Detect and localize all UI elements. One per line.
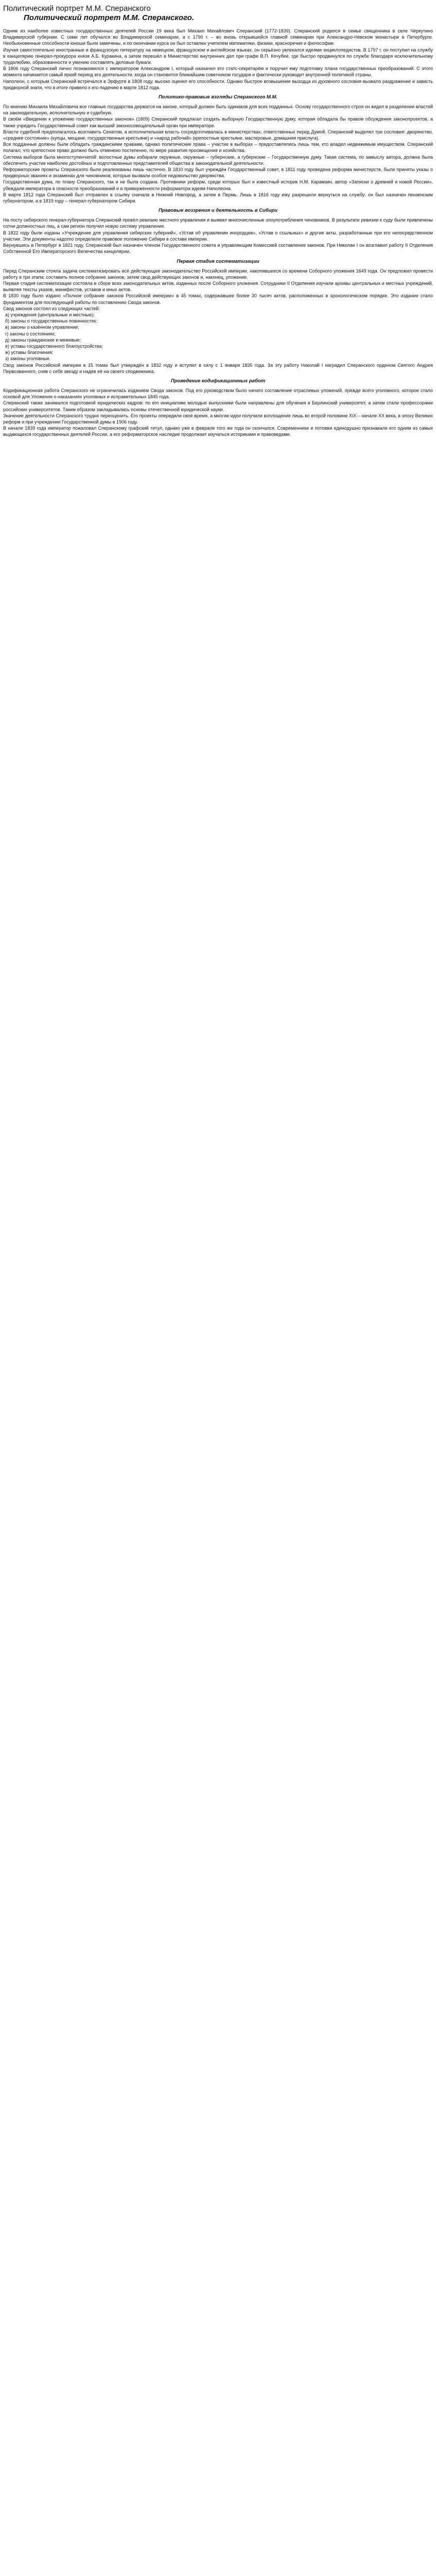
paragraph: Система выборов была многоступенчатой: волостные думы избирали окружные, окружные – губернские, а губернские – Государственную думу. Такая система, по замыслу автора, должна была обеспечить участие наиболее достойных и подготовленных представителей общества в законодательной деятельности. <box>3 154 433 166</box>
section-views-body <box>3 104 433 204</box>
list-item: б) законы о государственных повинностях; <box>5 318 98 324</box>
list-item: в) законы о казённом управлении; <box>5 325 79 330</box>
paragraph: В 1822 году были изданы «Учреждение для управления сибирских губерний», «Устав об управлении инородцев», «Устав о ссыльных» и другие акты, разработанные при его непосредственном участии. Эти документы надолго определили правовое положение Сибири в составе империи. <box>3 230 433 242</box>
list-item: ж) уставы благочиния; <box>5 350 54 355</box>
paragraph: Значение деятельности Сперанского трудно переоценить. Его проекты опередили своё время, а многие идеи получили воплощение лишь во второй половине XIX – начале XX века, в эпоху Великих реформ и при учреждении Государственной думы в 1906 году. <box>3 413 433 425</box>
document-main-heading: Политический портрет М.М. Сперанского. <box>24 13 194 22</box>
paragraph: Первая стадия систематизации состояла в сборе всех законодательных актов, изданных после Соборного уложения. Сотрудники II Отделения изучали архивы центральных и местных учреждений, выявляя тексты указов, манифестов, уставов и иных актов. <box>3 280 433 293</box>
section-systematization-after <box>3 362 433 375</box>
paragraph: Кодификационная работа Сперанского не ограничилась изданием Свода законов. Под его руководством было начато составление отраслевых уложений, прежде всего уголовного, которое стало основой для Уложения о наказаниях уголовных и исправительных 1845 года. <box>3 387 433 400</box>
list-item: д) законы гражданские и межевые; <box>5 337 81 343</box>
code-parts-list <box>3 312 433 362</box>
paragraph: Государственная дума, по плану Сперанского, так и не была создана. Противники реформ, среди которых был и известный историк Н.М. Карамзин, автор «Записки о древней и новой России», убеждали императора в опасности преобразований и в приверженности реформатора идеям Наполеона. <box>3 179 433 191</box>
paragraph: Все подданные должны были обладать гражданскими правами, однако политические права – участие в выборах – предоставлялись лишь тем, кто владел недвижимым имуществом. Сперанский полагал, что крепостное право должно быть отменено постепенно, по мере развития просвещения и хозяйства. <box>3 142 433 154</box>
section-heading-siberia: Правовые воззрения и деятельность в Сибири <box>158 208 278 214</box>
paragraph: Одним из наиболее известных государственных деятелей России 19 века был Михаил Михайлович Сперанский (1772-1839). Сперанский родился в семье священника в селе Черкутино Владимирской губернии. С семи лет обучался во Владимирской семинарии, а с 1790 г. – во вновь открывшейся главной семинарии при Александро-Невском монастыре в Петербурге. Необыкновенные способности юноши были замечены, и по окончании курса он был оставлен учителем математики, физики, красноречия и философии. <box>3 28 433 46</box>
paragraph: Свод законов Российской империи в 15 томах был утверждён в 1832 году и вступил в силу с 1 января 1835 года. За эту работу Николай I наградил Сперанского орденом Святого Андрея Первозванного, сняв с себя звезду и надев её на своего сподвижника. <box>3 362 433 374</box>
paragraph: Изучая самостоятельно иностранные и французскую литературу на немецком, французском и английском языках, он серьёзно увлекался идеями энциклопедистов. В 1797 г. он поступил на службу в канцелярию генерал-прокурора князя А.Б. Куракина, а затем перешёл в Министерство внутренних дел при графе В.П. Кочубее, где быстро продвинулся по службе благодаря исключительному трудолюбию, образованности и умению составлять деловые бумаги. <box>3 47 433 65</box>
list-item: е) уставы государственного благоустройства; <box>5 343 103 349</box>
paragraph: По мнению Михаила Михайловича все главные государства держатся на законе, который должен быть одинаков для всех подданных. Основу государственного строя он видел в разделении властей на законодательную, исполнительную и судебную. <box>3 104 433 116</box>
paragraph: На посту сибирского генерал-губернатора Сперанский провёл ревизию местного управления и выявил многочисленные злоупотребления чиновников. В результате ревизии к суду были привлечены сотни должностных лиц, а сам регион получил новую систему управления. <box>3 217 433 229</box>
intro-section <box>3 28 433 91</box>
paragraph: Сперанский также занимался подготовкой юридических кадров: по его инициативе молодые выпускники были направлены для обучения в Берлинский университет, а затем стали профессорами российских университетов. Таким образом закладывались основы отечественной юридической науки. <box>3 400 433 412</box>
section-siberia-body <box>3 217 433 255</box>
section-heading-systematization: Первая стадия систематизации <box>177 258 259 264</box>
list-item: г) законы о состояниях; <box>5 331 56 336</box>
paragraph: В 1830 году было издано «Полное собрание законов Российской империи» в 45 томах, содержавшее более 30 тысяч актов, расположенных в хронологическом порядке. Это издание стало фундаментом для последующей работы по составлению Свода законов. <box>3 293 433 305</box>
paragraph: Власти судебной предполагалось возглавить Сенатом, а исполнительная власть сосредоточивалась в министерствах, ответственных перед Думой. Сперанский выделял три сословия: дворянство, «среднее состояние» (купцы, мещане, государственные крестьяне) и «народ рабочий» (крепостные крестьяне, мастеровые, домашняя прислуга). <box>3 129 433 141</box>
section-codification-body <box>3 387 433 438</box>
paragraph: В марте 1812 года Сперанский был отправлен в ссылку сначала в Нижний Новгород, а затем в Пермь. Лишь в 1816 году ему разрешили вернуться на службу: он был назначен пензенским губернатором, а в 1819 году – генерал-губернатором Сибири. <box>3 192 433 204</box>
list-intro: Свод законов состоял из следующих частей: <box>3 306 100 311</box>
paragraph: В 1806 году Сперанский лично познакомился с императором Александром I, который назначил его статс-секретарём и поручил ему подготовку плана государственных преобразований. С этого момента начинается самый яркий период его деятельности, когда он становится ближайшим советником государя и фактически руководит внутренней политикой страны. <box>3 66 433 78</box>
paragraph: Реформаторские проекты Сперанского были реализованы лишь частично. В 1810 году был учреждён Государственный совет, в 1811 году проведена реформа министерств, были приняты указы о придворных званиях и экзаменах для чиновников, которые вызвали особое недовольство дворянства. <box>3 167 433 179</box>
page-title: Политический портрет М.М. Сперанского <box>3 4 151 13</box>
section-systematization-body <box>3 268 433 306</box>
list-item: з) законы уголовные. <box>5 356 51 362</box>
paragraph: В начале 1839 года император пожаловал Сперанскому графский титул, однако уже в феврале того же года он скончался. Современники и потомки единодушно признавали его одним из самых выдающихся государственных деятелей России, а его реформаторское наследие продолжает изучаться историками и правоведами. <box>3 426 433 437</box>
section-heading-codification: Проведение кодификационных работ <box>170 378 266 384</box>
paragraph: Наполеон, с которым Сперанский встречался в Эрфурте в 1808 году, высоко оценил его способности. Однако быстрое возвышение выходца из духовного сословия вызвало раздражение и зависть придворной знати, что в итоге привело к его падению в марте 1812 года. <box>3 78 433 90</box>
paragraph: В своём «Введении к уложению государственных законов» (1809) Сперанский предлагал создать выборную Государственную думу, которая обладала бы правом обсуждения законопроектов, а также учредить Государственный совет как высший законосовещательный орган при императоре. <box>3 116 433 128</box>
section-heading-views: Политико-правовые взгляды Сперанского М.М. <box>158 94 278 100</box>
paragraph: Перед Сперанским стояла задача систематизировать всё действующее законодательство Российской империи, накопившееся со времени Соборного уложения 1649 года. Он предложил провести работу в три этапа: составить полное собрание законов, затем свод действующих законов и, наконец, уложение. <box>3 268 433 280</box>
paragraph: Вернувшись в Петербург в 1821 году, Сперанский был назначен членом Государственного совета и управляющим Комиссией составления законов. При Николае I он возглавил работу II Отделения Собственной Его Императорского Величества канцелярии. <box>3 243 433 255</box>
list-item: а) учреждения (центральные и местные); <box>5 312 95 317</box>
spacer <box>3 23 433 28</box>
